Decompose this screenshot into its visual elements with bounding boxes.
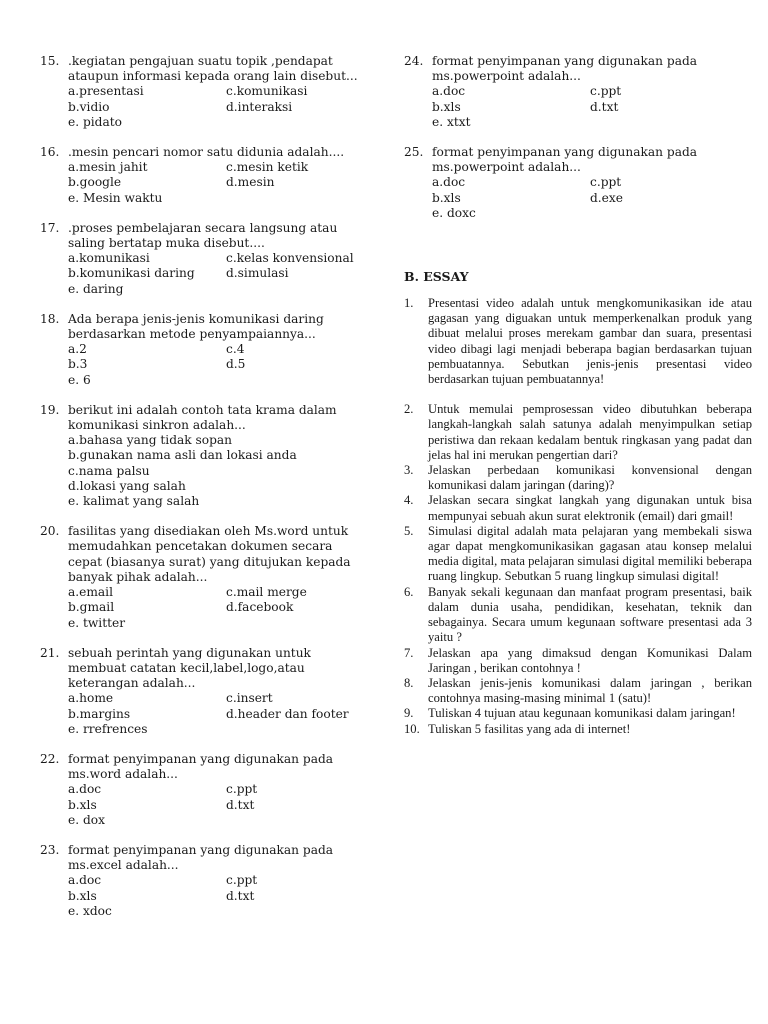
essay-number: 7. (404, 645, 414, 660)
question-21 (40, 646, 370, 737)
essay-text: Jelaskan jenis-jenis komunikasi dalam jaringan , berikan contohnya masing-masing minimal 1 (satu)! (428, 675, 752, 706)
option-e: e. daring (68, 281, 124, 296)
question-stem: format penyimpanan yang digunakan pada ms.powerpoint adalah... (432, 54, 698, 84)
essay-number: 5. (404, 523, 414, 538)
option-d: d.5 (226, 357, 246, 372)
question-17 (40, 221, 370, 297)
essay-text: Jelaskan secara singkat langkah yang digunakan untuk bisa mempunyai sebuah akun surat elektronik (email) dari gmail! (428, 493, 752, 523)
essay-number: 8. (404, 675, 414, 690)
question-number: 17. (40, 220, 60, 235)
option-c: c.ppt (226, 782, 258, 797)
option-a: a.komunikasi (68, 251, 150, 266)
option-c: c.insert (226, 691, 273, 706)
essay-text: Untuk memulai pemprosessan video dibutuhkan beberapa langkah-langkah salah satunya adalah menyimpulkan setiap peristiwa dan rekaan kedalam bentuk ringkasan yang padat dan jelas hal ini merukan pengertian dari? (428, 402, 752, 462)
option-b: b.xls (432, 190, 461, 205)
question-number: 15. (40, 54, 60, 68)
option-b: b.margins (68, 706, 131, 721)
option-b: b.google (68, 175, 122, 190)
question-number: 20. (40, 524, 60, 539)
option-e: e. xdoc (68, 903, 112, 918)
essay-text: Tuliskan 4 tujuan atau kegunaan komunikasi dalam jaringan! (428, 706, 736, 721)
option-d: d.mesin (226, 175, 275, 190)
essay-text: Banyak sekali kegunaan dan manfaat program presentasi, baik dalam dunia usaha, pendidikan, kesehatan, teknik dan sebagainya. Secara umum kegunaan software presentasi ada 3 yaitu ? (428, 584, 752, 645)
essay-number: 9. (404, 706, 414, 721)
essay-text: Tuliskan 5 fasilitas yang ada di internet! (428, 721, 631, 736)
option-a: a.doc (68, 873, 102, 888)
question-16 (40, 145, 370, 206)
option-c: c.ppt (226, 873, 258, 888)
option-e: e. xtxt (432, 114, 471, 129)
question-24 (404, 54, 752, 130)
essay-item-8 (404, 676, 752, 706)
essay-number: 3. (404, 463, 414, 478)
option-b: b.gmail (68, 600, 115, 615)
essay-list (404, 296, 752, 737)
option-c: c.ppt (590, 175, 622, 190)
question-stem: format penyimpanan yang digunakan pada ms.powerpoint adalah... (432, 145, 698, 175)
question-22 (40, 752, 370, 828)
option-d: d.header dan footer (226, 706, 349, 721)
left-column (40, 54, 370, 934)
option-d: d.txt (226, 888, 255, 903)
option-b: b.vidio (68, 99, 110, 114)
essay-section-title: B. ESSAY (404, 269, 469, 285)
question-stem: format penyimpanan yang digunakan pada ms.word adalah... (68, 751, 334, 782)
option-e: e. pidato (68, 114, 122, 129)
option-e: e. dox (68, 812, 105, 827)
option-c: c.mesin ketik (226, 160, 309, 175)
option-c: c.nama palsu (68, 463, 150, 478)
option-e: e. 6 (68, 372, 91, 387)
essay-item-9 (404, 706, 752, 721)
essay-text: Simulasi digital adalah mata pelajaran yang membekali siswa agar dapat mengkomunikasikan gagasan atau konsep melalui media digital, mata pelajaran simulasi digital memiliki beberapa ruang lingkup. Sebutkan 5 ruang lingkup simulasi digital! (428, 523, 752, 584)
question-number: 16. (40, 145, 60, 160)
question-stem: .proses pembelajaran secara langsung atau saling bertatap muka disebut.... (68, 220, 338, 251)
essay-number: 2. (404, 402, 414, 417)
essay-item-1 (404, 296, 752, 387)
essay-item-2 (404, 402, 752, 463)
essay-item-10 (404, 722, 752, 737)
question-number: 19. (40, 402, 60, 417)
option-e: e. doxc (432, 205, 476, 220)
question-number: 22. (40, 751, 60, 766)
question-15 (40, 54, 370, 130)
question-stem: sebuah perintah yang digunakan untuk membuat catatan kecil,label,logo,atau keterangan adalah... (68, 645, 311, 691)
question-25 (404, 145, 752, 221)
option-b: b.xls (68, 888, 97, 903)
option-b: b.xls (68, 797, 97, 812)
option-b: b.gunakan nama asli dan lokasi anda (68, 448, 297, 463)
essay-item-4 (404, 493, 752, 523)
question-stem: .kegiatan pengajuan suatu topik ,pendapat ataupun informasi kepada orang lain disebut... (68, 54, 358, 84)
option-a: a.presentasi (68, 84, 144, 99)
option-a: a.doc (432, 84, 466, 99)
option-d: d.lokasi yang salah (68, 478, 186, 493)
option-e: e. Mesin waktu (68, 190, 163, 205)
question-19 (40, 403, 370, 509)
essay-item-5 (404, 524, 752, 585)
option-e: e. kalimat yang salah (68, 494, 200, 509)
option-d: d.interaksi (226, 99, 293, 114)
question-number: 21. (40, 645, 60, 660)
option-c: c.mail merge (226, 585, 307, 600)
essay-number: 1. (404, 296, 414, 311)
essay-text: Presentasi video adalah untuk mengkomunikasikan ide atau gagasan yang diguakan untuk memperkenalkan produk yang dibuat melalui proses merekam gambar dan suara, presentasi video dibagi lagi menjadi beberapa bagian berdasarkan tujuan pembuatannya. Sebutkan jenis-jenis presentasi video berdasarkan tujuan pembuatannya! (428, 296, 752, 387)
option-b: b.3 (68, 357, 88, 372)
option-c: c.komunikasi (226, 84, 308, 99)
question-18 (40, 312, 370, 388)
option-a: a.doc (432, 175, 466, 190)
option-a: a.home (68, 691, 114, 706)
essay-item-7 (404, 646, 752, 676)
option-b: b.xls (432, 99, 461, 114)
question-number: 23. (40, 842, 60, 857)
question-number: 24. (404, 54, 424, 68)
option-d: d.txt (590, 99, 619, 114)
question-23 (40, 843, 370, 919)
essay-number: 6. (404, 584, 414, 599)
option-a: a.mesin jahit (68, 160, 148, 175)
question-number: 18. (40, 311, 60, 326)
option-d: d.exe (590, 190, 623, 205)
option-a: a.bahasa yang tidak sopan (68, 433, 233, 448)
option-c: c.kelas konvensional (226, 251, 354, 266)
question-stem: .mesin pencari nomor satu didunia adalah.... (68, 145, 345, 160)
question-stem: fasilitas yang disediakan oleh Ms.word untuk memudahkan pencetakan dokumen secara cepat (biasanya surat) yang ditujukan kepada banyak pihak adalah... (68, 524, 351, 584)
question-stem: berikut ini adalah contoh tata krama dalam komunikasi sinkron adalah... (68, 402, 337, 433)
option-d: d.txt (226, 797, 255, 812)
option-c: c.4 (226, 342, 245, 357)
option-d: d.facebook (226, 600, 294, 615)
question-20 (40, 524, 370, 630)
essay-text: Jelaskan apa yang dimaksud dengan Komunikasi Dalam Jaringan , berikan contohnya ! (428, 645, 752, 675)
option-b: b.komunikasi daring (68, 266, 195, 281)
essay-text: Jelaskan perbedaan komunikasi konvensional dengan komunikasi dalam jaringan (daring)? (428, 463, 752, 493)
option-e: e. rrefrences (68, 721, 148, 736)
option-d: d.simulasi (226, 266, 289, 281)
option-a: a.2 (68, 342, 87, 357)
question-stem: Ada berapa jenis-jenis komunikasi daring berdasarkan metode penyampaiannya... (68, 311, 324, 342)
question-number: 25. (404, 145, 424, 160)
essay-item-3 (404, 463, 752, 493)
option-e: e. twitter (68, 615, 126, 630)
essay-item-6 (404, 585, 752, 646)
essay-number: 4. (404, 493, 414, 508)
option-a: a.email (68, 585, 113, 600)
right-column (404, 54, 752, 737)
question-stem: format penyimpanan yang digunakan pada ms.excel adalah... (68, 842, 334, 873)
option-c: c.ppt (590, 84, 622, 99)
option-a: a.doc (68, 782, 102, 797)
essay-number: 10. (404, 721, 420, 736)
